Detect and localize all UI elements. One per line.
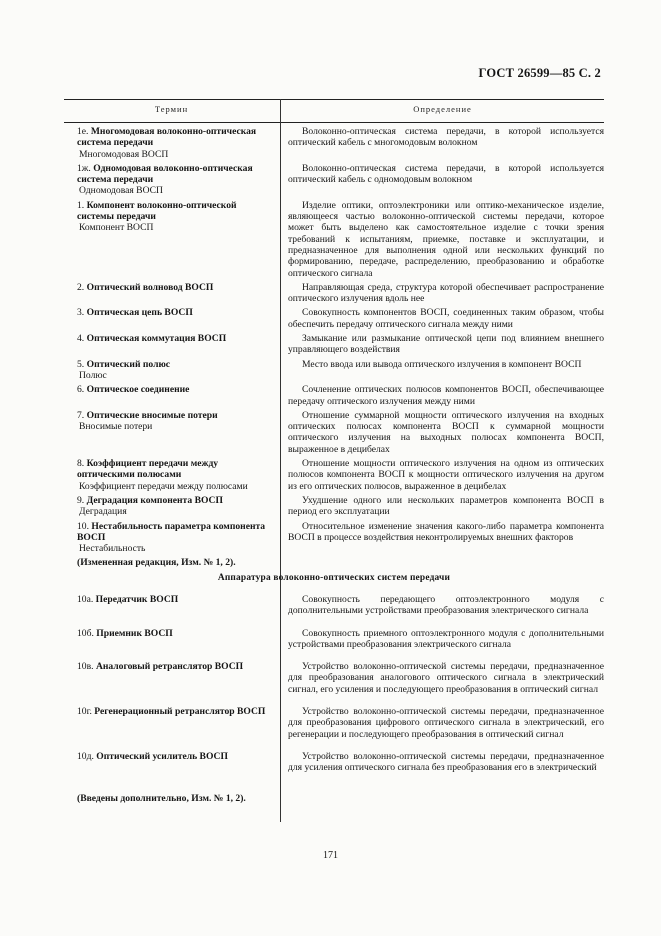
term-definition: Устройство волоконно-оптической системы передачи, предназначенное для преобразования аналогового оптического сигнала в электрический сигнал, его усиления и последующего преобразования в оптический сигнал bbox=[288, 661, 604, 695]
term-synonym: Многомодовая ВОСП bbox=[79, 148, 169, 160]
term-synonym: Нестабильность bbox=[79, 543, 146, 555]
term-definition: Место ввода или вывода оптического излучения в компонент ВОСП bbox=[302, 358, 582, 370]
term-number: 1. bbox=[77, 199, 85, 211]
page-number: 171 bbox=[323, 850, 338, 861]
term-cell bbox=[64, 384, 270, 407]
term-row bbox=[64, 410, 604, 455]
term-number: 10г. bbox=[77, 706, 92, 718]
amendment-note-1: (Измененная редакция, Изм. № 1, 2). bbox=[77, 557, 236, 569]
term-number: 10а. bbox=[77, 593, 94, 605]
term-definition: Отношение суммарной мощности оптического излучения на входных оптических полюсах компонента ВОСП к суммарной мощности оптического излучения на выходных полюсах компонента ВОСП, выраженное в децибелах bbox=[288, 409, 604, 455]
term-cell bbox=[64, 359, 270, 382]
term-row bbox=[64, 594, 604, 617]
term-name: Оптическая цепь ВОСП bbox=[86, 307, 193, 319]
term-name: Нестабильность параметра компонента ВОСП bbox=[77, 520, 266, 543]
term-definition: Отношение мощности оптического излучения на одном из оптических полюсов компонента ВОСП к мощности оптического излучения на другом из его оптических полюсов, выраженное в децибелах bbox=[288, 458, 604, 492]
term-name: Компонент волоконно-оптической системы передачи bbox=[77, 199, 237, 223]
term-row bbox=[64, 200, 604, 279]
amendment-note-2: (Введены дополнительно, Изм. № 1, 2). bbox=[77, 792, 246, 804]
term-name: Оптический полюс bbox=[86, 358, 171, 370]
term-synonym: Вносимые потери bbox=[79, 421, 153, 433]
term-cell bbox=[64, 126, 270, 160]
term-name: Оптическая коммутация ВОСП bbox=[86, 333, 227, 345]
term-name: Коэффициент передачи между оптическими полюсами bbox=[77, 458, 219, 481]
term-number: 10б. bbox=[77, 627, 94, 639]
term-definition: Совокупность компонентов ВОСП, соединенных таким образом, чтобы обеспечить передачу оптического сигнала между ними bbox=[288, 307, 604, 330]
term-cell bbox=[64, 282, 270, 305]
term-name: Оптические вносимые потери bbox=[86, 409, 218, 421]
term-row bbox=[64, 126, 604, 160]
term-cell bbox=[64, 307, 270, 330]
document-header: ГОСТ 26599—85 С. 2 bbox=[478, 66, 601, 80]
term-name: Одномодовая волоконно-оптическая система передачи bbox=[77, 162, 253, 186]
term-name: Оптическое соединение bbox=[86, 384, 190, 396]
terms-table bbox=[64, 126, 604, 808]
term-number: 4. bbox=[77, 333, 85, 345]
term-number: 8. bbox=[77, 458, 85, 470]
term-number: 1ж. bbox=[77, 162, 91, 174]
term-row bbox=[64, 333, 604, 356]
term-number: 2. bbox=[77, 281, 85, 293]
term-number: 1е. bbox=[77, 126, 89, 137]
term-cell bbox=[64, 200, 270, 279]
term-number: 10д. bbox=[77, 750, 94, 762]
term-cell bbox=[64, 751, 270, 774]
term-definition: Ухудшение одного или нескольких параметров компонента ВОСП в период его эксплуатации bbox=[288, 494, 604, 518]
term-definition: Волоконно-оптическая система передачи, в которой используется оптический кабель с многомодовым волокном bbox=[288, 126, 604, 149]
term-number: 5. bbox=[77, 358, 85, 370]
term-synonym: Полюс bbox=[79, 369, 107, 381]
term-number: 10. bbox=[77, 520, 89, 532]
term-number: 7. bbox=[77, 409, 85, 421]
terms-group-equipment bbox=[64, 594, 604, 774]
term-name: Аналоговый ретранслятор ВОСП bbox=[95, 661, 244, 673]
term-row bbox=[64, 359, 604, 382]
term-definition: Устройство волоконно-оптической системы передачи, предназначенное для преобразования цифрового оптического сигнала в электрический, его регенерации и последующего преобразования в оптический сигнал bbox=[288, 706, 604, 740]
term-synonym: Коэффициент передачи между полюсами bbox=[79, 480, 248, 492]
term-name: Оптический волновод ВОСП bbox=[86, 281, 214, 293]
term-row bbox=[64, 521, 604, 555]
term-name: Оптический усилитель ВОСП bbox=[96, 750, 228, 762]
term-name: Многомодовая волоконно-оптическая система передачи bbox=[77, 126, 257, 149]
terms-group-main bbox=[64, 126, 604, 554]
term-definition: Сочленение оптических полюсов компонентов ВОСП, обеспечивающее передачу оптического излучения между ними bbox=[288, 384, 604, 407]
term-definition: Относительное изменение значения какого-либо параметра компонента ВОСП в процессе воздействия неконтролируемых внешних факторов bbox=[288, 520, 604, 543]
term-definition: Замыкание или размыкание оптической цепи под влиянием внешнего управляющего воздействия bbox=[288, 333, 604, 356]
term-synonym: Компонент ВОСП bbox=[79, 222, 154, 234]
term-cell bbox=[64, 661, 270, 695]
term-cell bbox=[64, 628, 270, 651]
term-name: Передатчик ВОСП bbox=[95, 593, 179, 605]
term-cell bbox=[64, 163, 270, 197]
term-cell bbox=[64, 410, 270, 455]
term-definition: Волоконно-оптическая система передачи, в которой используется оптический кабель с одномодовым волокном bbox=[288, 162, 604, 186]
column-header-term: Термин bbox=[154, 104, 189, 114]
term-definition: Направляющая среда, структура которой обеспечивает распространение оптического излучения вдоль нее bbox=[288, 281, 604, 305]
term-row bbox=[64, 661, 604, 695]
column-header-definition: Определение bbox=[413, 104, 472, 114]
term-row bbox=[64, 628, 604, 651]
term-number: 3. bbox=[77, 307, 85, 319]
term-definition: Совокупность передающего оптоэлектронного модуля с дополнительными устройствами преобразования электрического сигнала bbox=[288, 593, 604, 617]
term-cell bbox=[64, 495, 270, 518]
term-row bbox=[64, 282, 604, 305]
term-definition: Изделие оптики, оптоэлектроники или оптико-механическое изделие, являющееся частью волоконно-оптической системы передачи, которое может быть выделено как самостоятельное изделие с точки зрения требований к испытаниям, приемке, поставке и эксплуатации, и предназначенное для выполнения одной или нескольких функций по формированию, передаче, распределению, преобразованию и обработке оптического сигнала bbox=[288, 199, 604, 279]
term-number: 9. bbox=[77, 494, 85, 506]
term-synonym: Одномодовая ВОСП bbox=[79, 185, 163, 197]
term-definition: Совокупность приемного оптоэлектронного модуля с дополнительными устройствами преобразования электрического сигнала bbox=[288, 627, 604, 650]
term-row bbox=[64, 495, 604, 518]
term-cell bbox=[64, 706, 270, 740]
term-row bbox=[64, 384, 604, 407]
term-definition: Устройство волоконно-оптической системы передачи, предназначенное для усиления оптического сигнала без преобразования его в электрический bbox=[288, 750, 604, 774]
table-header bbox=[64, 99, 604, 123]
term-row bbox=[64, 307, 604, 330]
term-name: Деградация компонента ВОСП bbox=[86, 494, 223, 506]
term-row bbox=[64, 706, 604, 740]
term-name: Регенерационный ретранслятор ВОСП bbox=[94, 706, 266, 718]
term-row bbox=[64, 458, 604, 492]
term-synonym: Деградация bbox=[79, 506, 127, 518]
term-cell bbox=[64, 521, 270, 555]
term-cell bbox=[64, 458, 270, 492]
term-name: Приемник ВОСП bbox=[96, 627, 173, 639]
term-number: 6. bbox=[77, 384, 85, 396]
term-cell bbox=[64, 333, 270, 356]
term-row bbox=[64, 163, 604, 197]
section-title: Аппаратура волоконно-оптических систем передачи bbox=[217, 572, 451, 583]
term-number: 10в. bbox=[77, 661, 94, 673]
term-cell bbox=[64, 594, 270, 617]
term-row bbox=[64, 751, 604, 774]
